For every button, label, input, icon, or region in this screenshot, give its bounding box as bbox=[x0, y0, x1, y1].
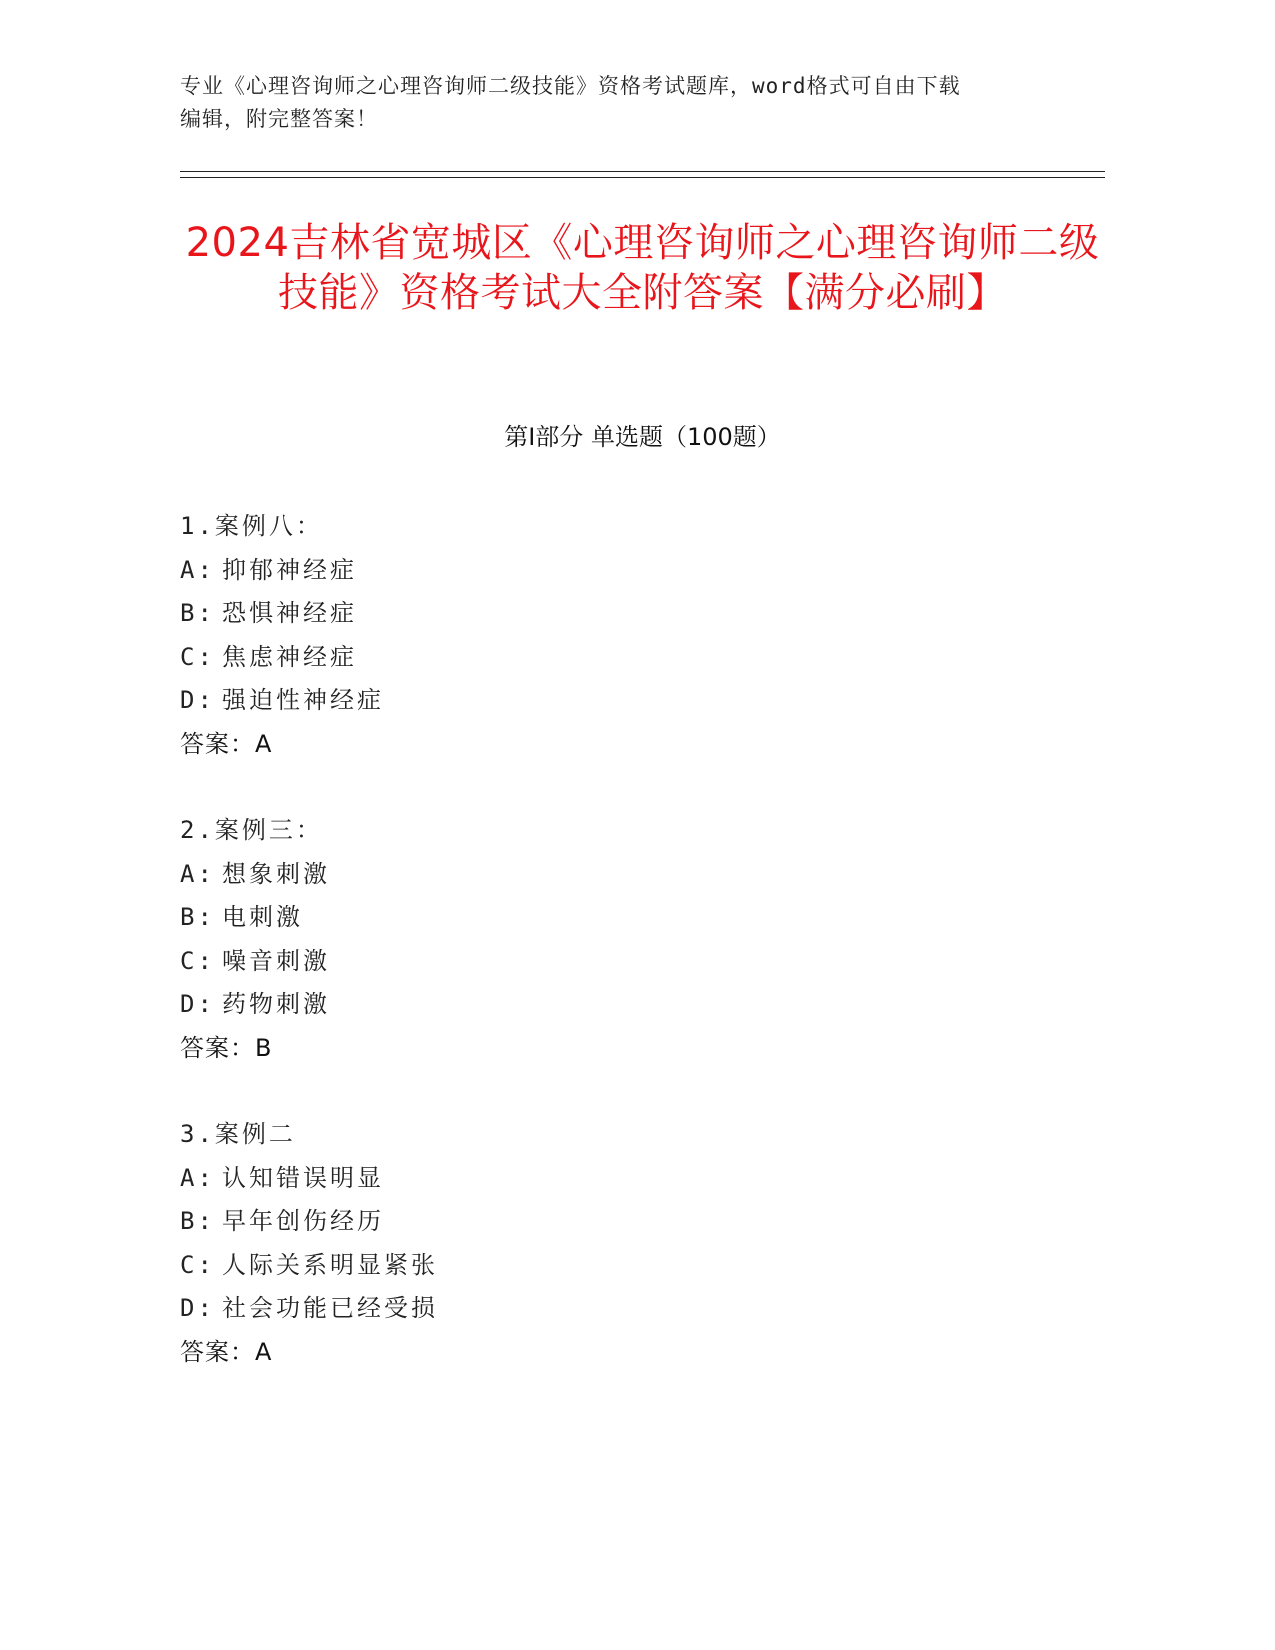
option-c bbox=[180, 636, 1105, 680]
option-text: 噪音刺激 bbox=[222, 946, 330, 975]
option-c bbox=[180, 940, 1105, 984]
question-stem: 2.案例三： bbox=[180, 816, 323, 844]
option-text: 药物刺激 bbox=[222, 990, 330, 1018]
option-d bbox=[180, 983, 1105, 1027]
answer-line: 答案：B bbox=[180, 1033, 273, 1062]
option-letter: A: bbox=[180, 1163, 215, 1192]
option-letter: C: bbox=[180, 1250, 215, 1279]
header-note-line-2: 编辑，附完整答案！ bbox=[180, 107, 378, 131]
option-d bbox=[180, 679, 1105, 723]
answer-line: 答案：A bbox=[180, 1337, 273, 1366]
option-text: 强迫性神经症 bbox=[222, 686, 384, 714]
section-heading: 第Ⅰ部分 单选题（100题） bbox=[504, 423, 781, 451]
header-note bbox=[180, 70, 1060, 136]
option-letter: B: bbox=[180, 599, 215, 627]
option-letter: B: bbox=[180, 1207, 215, 1235]
option-text: 想象刺激 bbox=[222, 859, 330, 888]
option-letter: D: bbox=[180, 1294, 215, 1322]
option-text: 恐惧神经症 bbox=[222, 599, 357, 627]
option-letter: D: bbox=[180, 990, 215, 1018]
option-b bbox=[180, 592, 1105, 636]
option-text: 抑郁神经症 bbox=[222, 555, 357, 584]
question-list bbox=[180, 505, 1105, 1417]
option-a bbox=[180, 853, 1105, 897]
header-divider-bottom bbox=[180, 177, 1105, 178]
option-text: 认知错误明显 bbox=[222, 1163, 384, 1192]
option-letter: A: bbox=[180, 859, 215, 888]
option-c bbox=[180, 1244, 1105, 1288]
option-letter: C: bbox=[180, 946, 215, 975]
document-title: 2024吉林省宽城区《心理咨询师之心理咨询师二级技能》资格考试大全附答案【满分必刷】 bbox=[185, 220, 1100, 316]
header-divider-top bbox=[180, 171, 1105, 172]
option-text: 电刺激 bbox=[222, 903, 303, 931]
option-b bbox=[180, 1200, 1105, 1244]
option-text: 早年创伤经历 bbox=[222, 1207, 384, 1235]
option-letter: B: bbox=[180, 903, 215, 931]
option-letter: C: bbox=[180, 642, 215, 671]
option-letter: A: bbox=[180, 555, 215, 584]
option-text: 社会功能已经受损 bbox=[222, 1294, 438, 1322]
option-b bbox=[180, 896, 1105, 940]
question-1 bbox=[180, 505, 1105, 766]
option-d bbox=[180, 1287, 1105, 1331]
header-note-line-1: 专业《心理咨询师之心理咨询师二级技能》资格考试题库，word格式可自由下载 bbox=[180, 74, 961, 98]
question-stem: 1.案例八： bbox=[180, 512, 323, 540]
question-2 bbox=[180, 809, 1105, 1070]
option-a bbox=[180, 1157, 1105, 1201]
option-letter: D: bbox=[180, 686, 215, 714]
option-a bbox=[180, 549, 1105, 593]
answer-line: 答案：A bbox=[180, 729, 273, 758]
question-stem: 3.案例二 bbox=[180, 1120, 296, 1148]
question-3 bbox=[180, 1113, 1105, 1374]
option-text: 焦虑神经症 bbox=[222, 642, 357, 671]
option-text: 人际关系明显紧张 bbox=[222, 1250, 438, 1279]
